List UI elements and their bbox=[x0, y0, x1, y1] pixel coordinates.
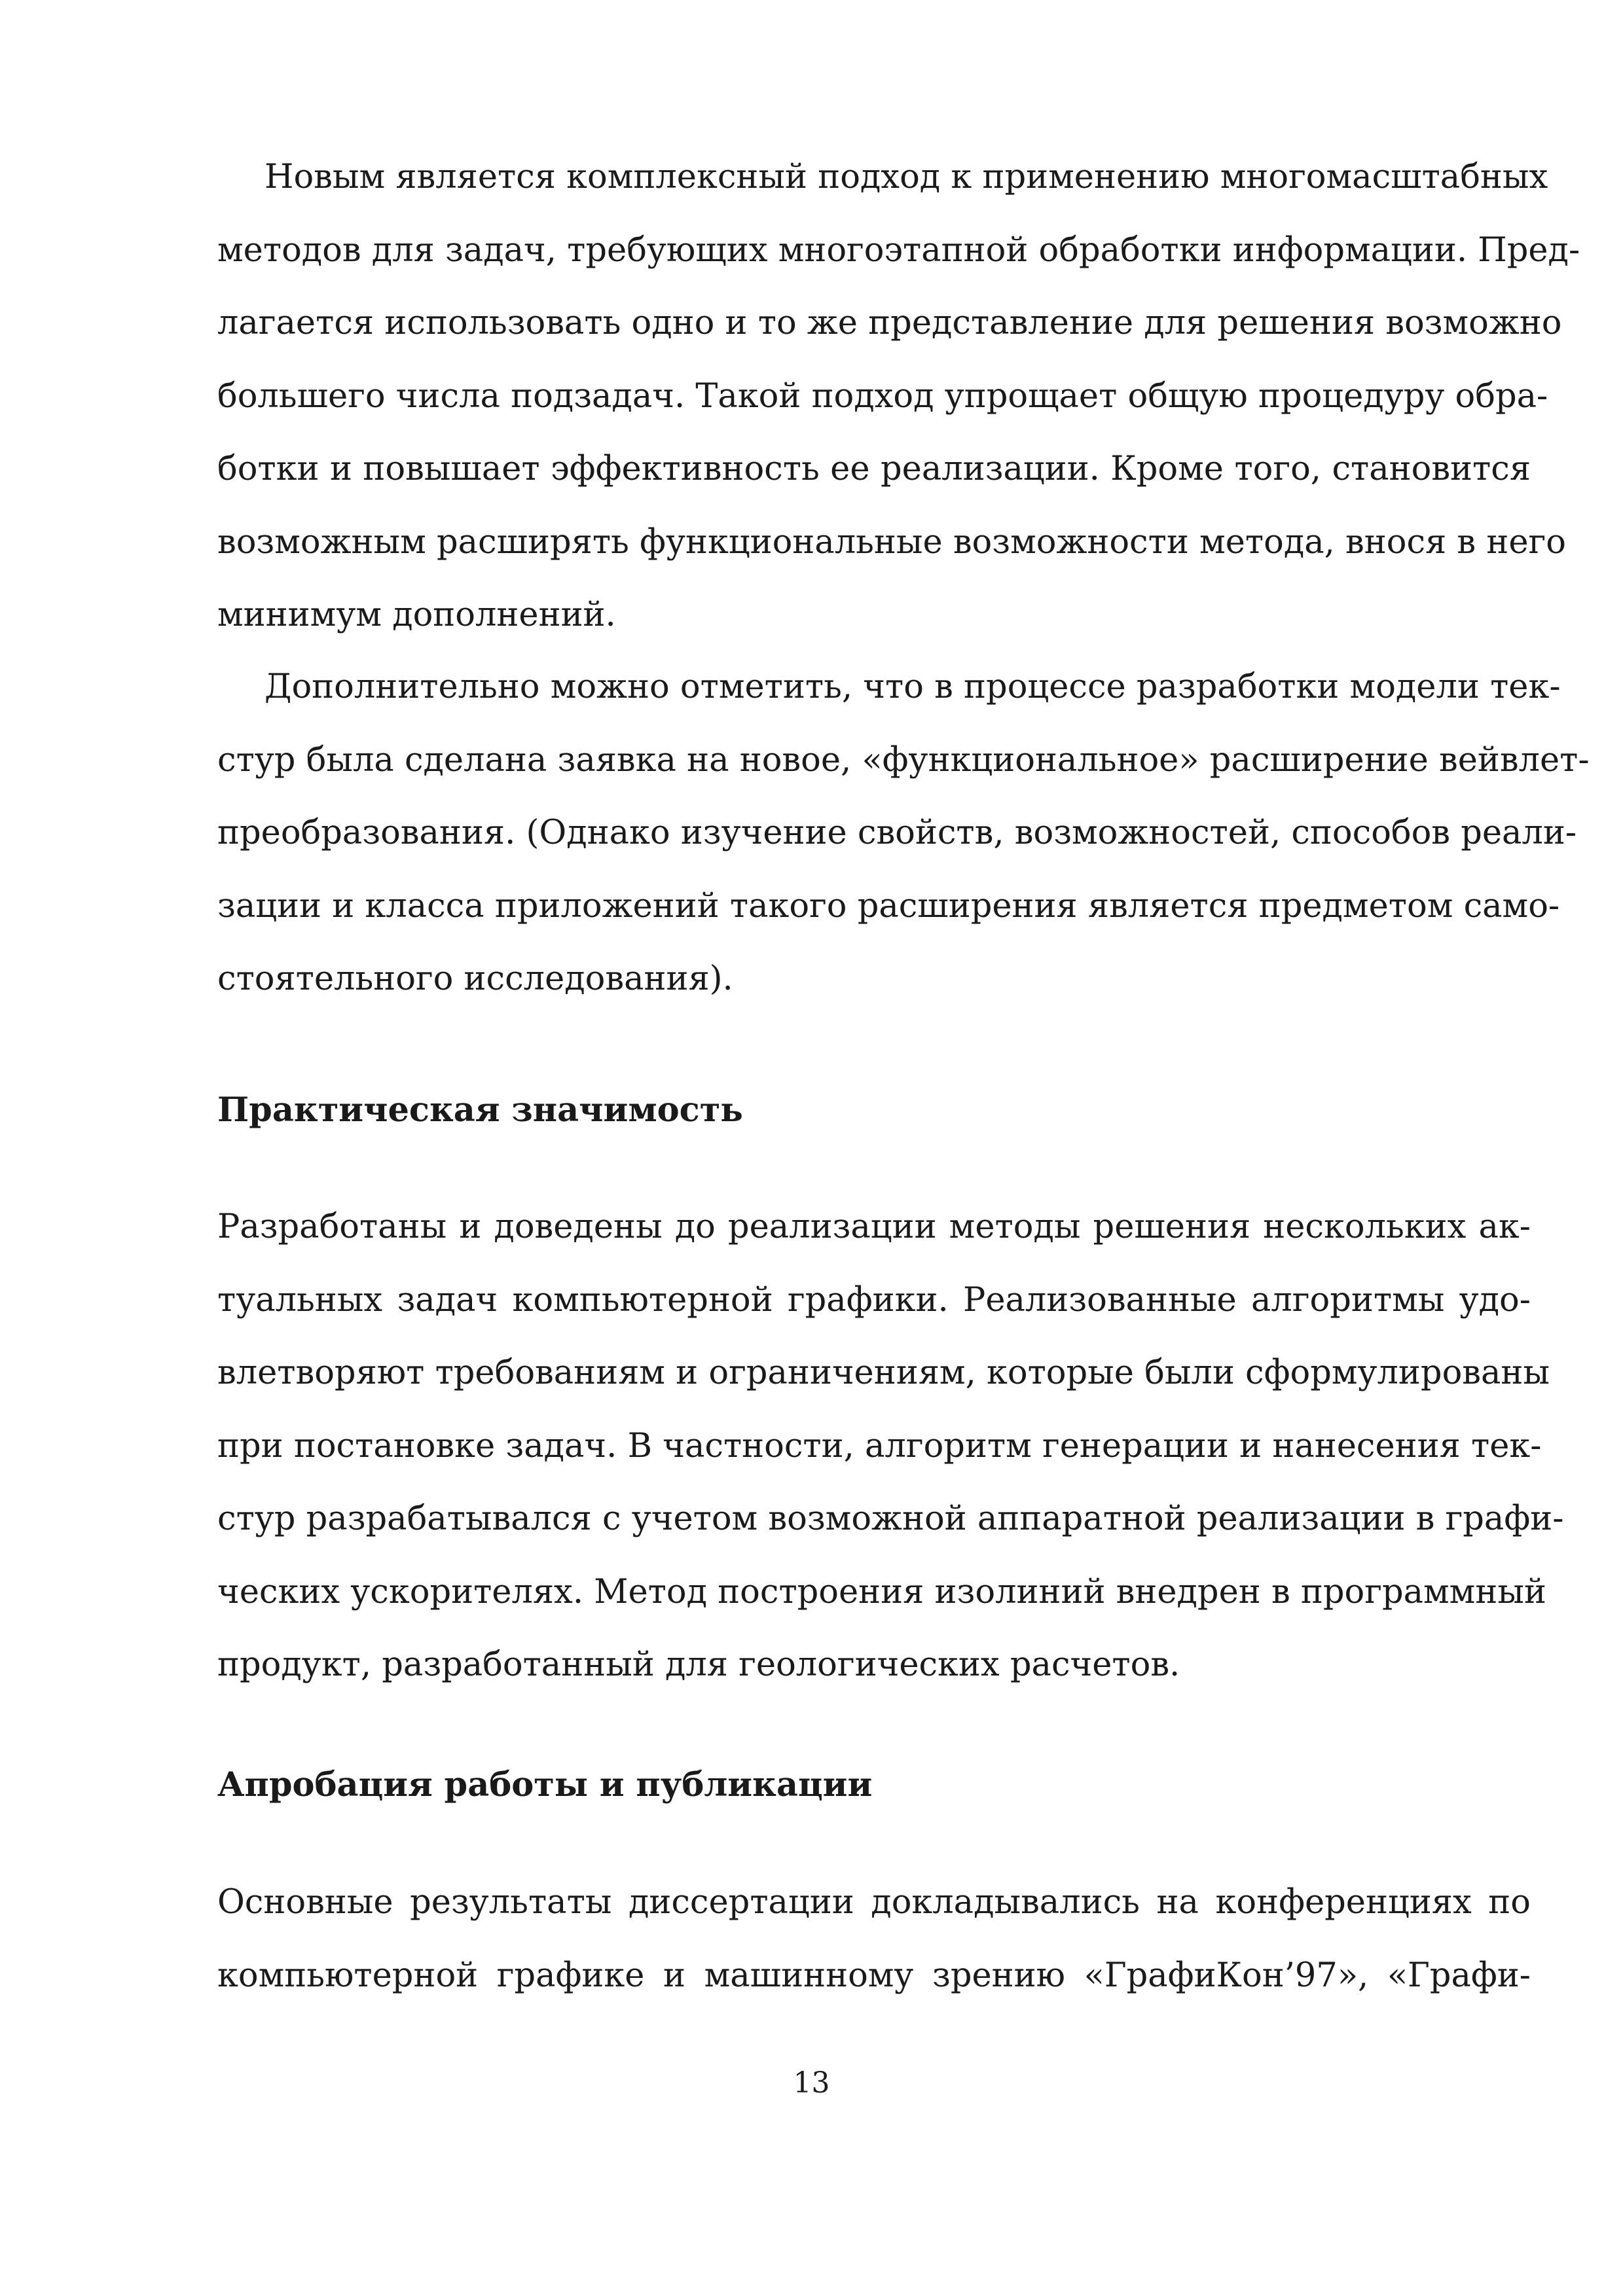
text-line: преобразования. (Однако изучение свойств, возможностей, способов реали- bbox=[217, 814, 1577, 852]
text-line: ботки и повышает эффективность ее реализации. Кроме того, становится bbox=[217, 450, 1531, 488]
text-line: при постановке задач. В частности, алгоритм генерации и нанесения тек- bbox=[217, 1426, 1542, 1465]
text-line: минимум дополнений. bbox=[217, 596, 616, 634]
text-line: стур была сделана заявка на новое, «функциональное» расширение вейвлет- bbox=[217, 740, 1590, 780]
text-line: туальных задач компьютерной графики. Реализованные алгоритмы удо- bbox=[217, 1280, 1531, 1319]
paragraph-practical bbox=[217, 1191, 1564, 1702]
text-line: стур разрабатывался с учетом возможной аппаратной реализации в графи- bbox=[217, 1499, 1564, 1538]
text-line: Новым является комплексный подход к применению многомасштабных bbox=[264, 158, 1548, 196]
paragraph-additional bbox=[217, 651, 1590, 1016]
section-heading-approbation: Апробация работы и публикации bbox=[217, 1765, 873, 1804]
section-heading-practical: Практическая значимость bbox=[217, 1090, 743, 1130]
text-line: ческих ускорителях. Метод построения изолиний внедрен в программный bbox=[217, 1572, 1546, 1611]
text-line: методов для задач, требующих многоэтапной обработки информации. Пред- bbox=[217, 230, 1580, 270]
text-line: Основные результаты диссертации докладывались на конференциях по bbox=[217, 1883, 1531, 1922]
text-line: зации и класса приложений такого расширения является предметом само- bbox=[217, 886, 1560, 925]
paragraph-novelty bbox=[217, 141, 1580, 652]
paragraph-approbation bbox=[217, 1866, 1531, 2012]
text-line: компьютерной графике и машинному зрению «ГрафиКон’97», «Графи- bbox=[217, 1956, 1531, 1995]
text-line: стоятельного исследования). bbox=[217, 960, 733, 998]
text-line: влетворяют требованиям и ограничениям, которые были сформулированы bbox=[217, 1354, 1550, 1392]
text-line: Разработаны и доведены до реализации методы решения нескольких ак- bbox=[217, 1208, 1531, 1246]
text-line: большего числа подзадач. Такой подход упрощает общую процедуру обра- bbox=[217, 376, 1548, 416]
text-line: продукт, разработанный для геологических расчетов. bbox=[217, 1645, 1180, 1684]
text-line: возможным расширять функциональные возможности метода, внося в него bbox=[217, 522, 1566, 562]
text-line: лагается использовать одно и то же представление для решения возможно bbox=[217, 304, 1562, 342]
page-number: 13 bbox=[793, 2066, 830, 2100]
text-line: Дополнительно можно отметить, что в процессе разработки модели тек- bbox=[264, 668, 1561, 706]
